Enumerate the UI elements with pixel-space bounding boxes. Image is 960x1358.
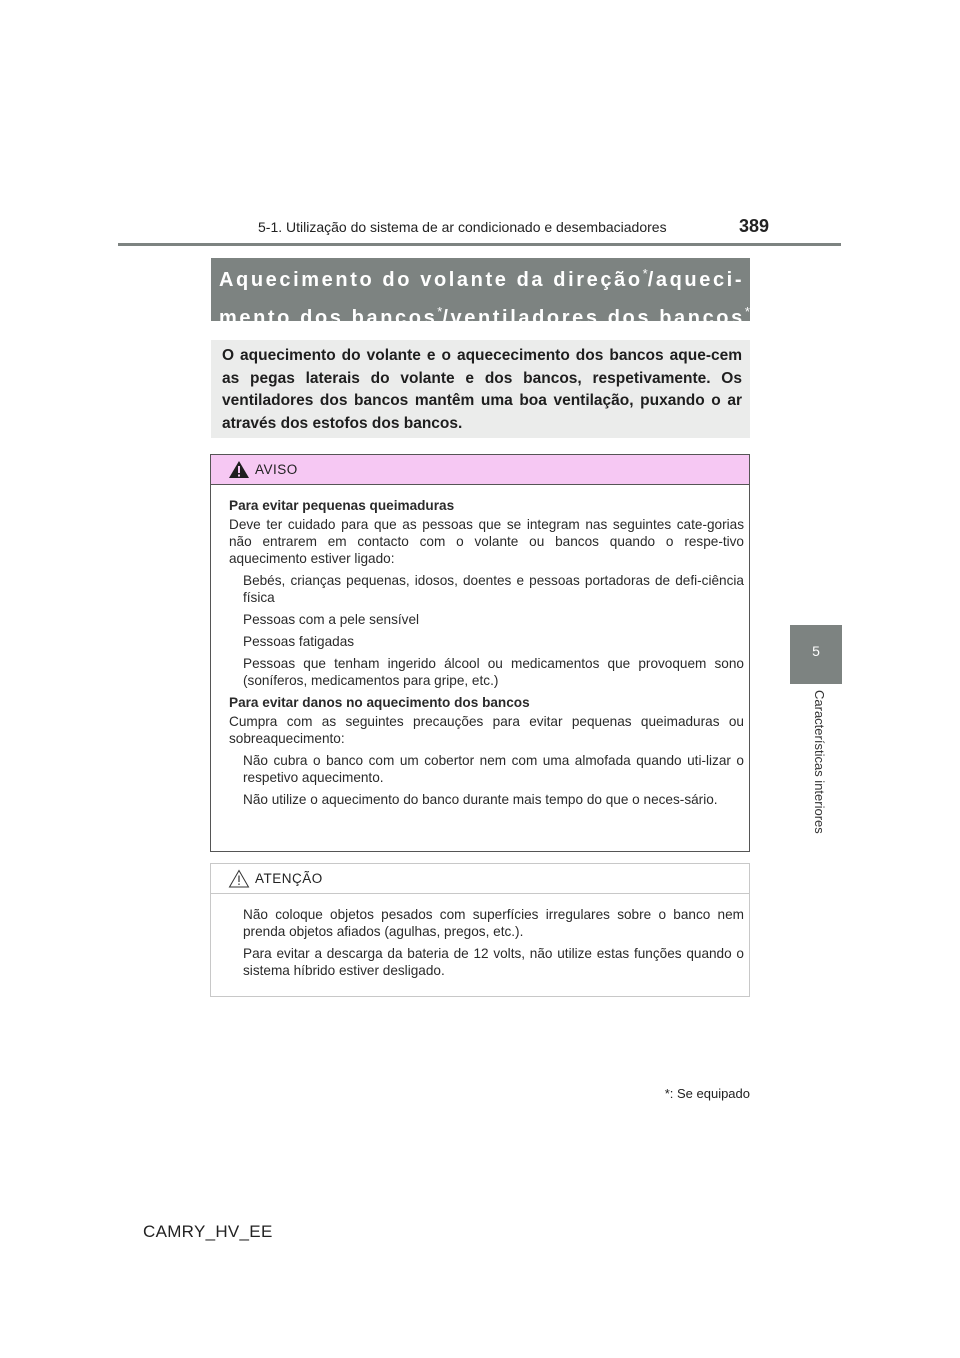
footnote-asterisk: *	[664, 1086, 670, 1101]
warning-text: Cumpra com as seguintes precauções para evitar pequenas queimaduras ou sobreaquecimento:	[229, 714, 744, 746]
document-code: CAMRY_HV_EE	[143, 1222, 273, 1241]
warning-bullet: Não utilize o aquecimento do banco durante mais tempo do que o neces-sário.	[243, 792, 718, 807]
warning-box	[210, 454, 750, 852]
caution-triangle-icon	[228, 869, 250, 888]
footnote	[640, 1086, 750, 1101]
section-title	[211, 258, 750, 329]
title-asterisk: *	[744, 304, 750, 319]
caution-body	[229, 906, 744, 984]
warning-text: Deve ter cuidado para que as pessoas que se integram nas seguintes cate-gorias não entrarem em contacto com o volante ou bancos quando o respe-tivo aquecimento estiver ligado:	[229, 517, 744, 566]
header-rule	[118, 243, 841, 246]
title-part: mento dos bancos	[219, 307, 438, 329]
warning-bullet: Pessoas fatigadas	[243, 634, 355, 649]
title-part: Aquecimento do volante da direção	[219, 269, 643, 291]
header-section-title: 5-1. Utilização do sistema de ar condicionado e desembaciadores	[258, 219, 667, 235]
warning-bullet: Não cubra o banco com um cobertor nem com uma almofada quando uti-lizar o respetivo aquecimento.	[243, 753, 744, 785]
section-title-line1	[219, 258, 750, 296]
warning-heading: Para evitar pequenas queimaduras	[229, 498, 455, 513]
caution-header	[211, 864, 749, 894]
caution-bullet: Não coloque objetos pesados com superfícies irregulares sobre o banco nem prenda objetos afiados (agulhas, pregos, etc.).	[243, 907, 744, 939]
chapter-label-text: Características interiores	[812, 690, 827, 834]
warning-label: AVISO	[255, 462, 298, 477]
section-title-line2	[219, 296, 750, 334]
caution-bullet: Para evitar a descarga da bateria de 12 volts, não utilize estas funções quando o sistema híbrido estiver desligado.	[243, 946, 744, 978]
warning-bullet: Pessoas com a pele sensível	[243, 612, 420, 627]
title-part: /ventiladores dos bancos	[442, 307, 745, 329]
caution-box	[210, 863, 750, 997]
warning-body	[229, 497, 744, 813]
warning-triangle-icon	[228, 460, 250, 479]
footnote-text: : Se equipado	[669, 1086, 750, 1101]
chapter-tab: 5	[790, 625, 842, 684]
title-asterisk: *	[642, 266, 648, 281]
chapter-label	[812, 690, 830, 860]
title-part: /aqueci-	[647, 269, 745, 291]
page-number: 389	[739, 216, 770, 236]
warning-bullet: Bebés, crianças pequenas, idosos, doentes e pessoas portadoras de defi-ciência física	[243, 573, 744, 605]
intro-summary: O aquecimento do volante e o aquececimento dos bancos aque-cem as pegas laterais do volante e dos bancos, respetivamente. Os ventiladores dos bancos mantêm uma boa ventilação, puxando o ar através dos estofos dos bancos.	[211, 340, 750, 438]
title-asterisk: *	[437, 304, 443, 319]
warning-header	[211, 455, 749, 485]
warning-heading: Para evitar danos no aquecimento dos bancos	[229, 695, 530, 710]
caution-label: ATENÇÃO	[255, 871, 323, 886]
warning-bullet: Pessoas que tenham ingerido álcool ou medicamentos que provoquem sono (soníferos, medicamentos para gripe, etc.)	[243, 656, 744, 688]
